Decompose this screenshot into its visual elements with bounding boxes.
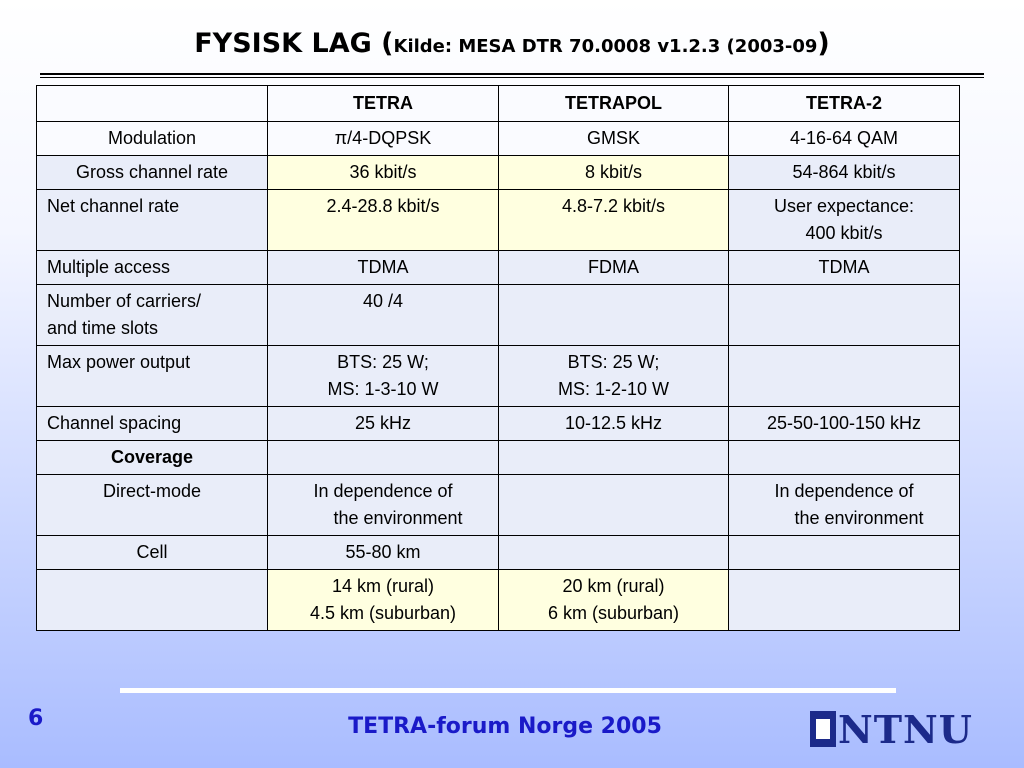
table-cell	[499, 441, 729, 475]
table-cell	[268, 475, 499, 536]
table-cell	[729, 190, 960, 251]
cell-line: User expectance:	[773, 196, 915, 216]
table-row	[37, 346, 960, 407]
table-cell	[499, 346, 729, 407]
table-cell	[729, 346, 960, 407]
page-number: 6	[28, 706, 44, 731]
ntnu-logo	[810, 706, 973, 752]
table-cell	[268, 570, 499, 631]
row-label: Direct-mode	[37, 475, 268, 536]
row-label: Gross channel rate	[37, 156, 268, 190]
title-main: FYSISK LAG (	[194, 28, 394, 59]
title-close: )	[817, 28, 830, 59]
table-cell: GMSK	[499, 122, 729, 156]
table-cell	[729, 475, 960, 536]
row-label: Channel spacing	[37, 407, 268, 441]
table-row	[37, 156, 960, 190]
table-cell: FDMA	[499, 251, 729, 285]
table-cell	[499, 285, 729, 346]
row-label: Modulation	[37, 122, 268, 156]
header-tetra: TETRA	[268, 86, 499, 122]
comparison-table	[36, 85, 960, 631]
cell-line: In dependence of	[313, 481, 453, 501]
table-cell: 4.8-7.2 kbit/s	[499, 190, 729, 251]
row-label-coverage: Coverage	[37, 441, 268, 475]
table-cell	[729, 536, 960, 570]
table-cell: 54-864 kbit/s	[729, 156, 960, 190]
cell-line: In dependence of	[774, 481, 914, 501]
cell-line: 6 km (suburban)	[547, 603, 680, 623]
table-row	[37, 285, 960, 346]
title-source: Kilde: MESA DTR 70.0008 v1.2.3 (2003-09	[393, 36, 818, 57]
table-cell	[268, 441, 499, 475]
header-tetrapol: TETRAPOL	[499, 86, 729, 122]
table-cell: 25 kHz	[268, 407, 499, 441]
ntnu-logo-icon	[810, 711, 836, 747]
table-cell: TDMA	[729, 251, 960, 285]
cell-line: 14 km (rural)	[331, 576, 434, 596]
table-row	[37, 407, 960, 441]
cell-line: MS: 1-2-10 W	[557, 379, 670, 399]
page-title	[0, 28, 1024, 59]
cell-line: the environment	[794, 508, 924, 528]
row-label	[37, 285, 268, 346]
cell-line: BTS: 25 W;	[337, 352, 429, 372]
header-tetra2: TETRA-2	[729, 86, 960, 122]
table-row	[37, 122, 960, 156]
footer-divider	[120, 688, 896, 693]
title-rule	[40, 73, 984, 75]
cell-line: the environment	[333, 508, 463, 528]
label-line: Number of carriers/	[47, 291, 202, 311]
table-cell	[729, 570, 960, 631]
footer-text: TETRA-forum Norge 2005	[348, 714, 662, 739]
table-cell: 4-16-64 QAM	[729, 122, 960, 156]
table-row	[37, 536, 960, 570]
table-cell	[268, 346, 499, 407]
row-label: Cell	[37, 536, 268, 570]
table-cell	[499, 570, 729, 631]
table-cell	[729, 285, 960, 346]
cell-line: MS: 1-3-10 W	[327, 379, 439, 399]
table-cell: 8 kbit/s	[499, 156, 729, 190]
table-cell: π/4-DQPSK	[268, 122, 499, 156]
cell-line: 20 km (rural)	[562, 576, 665, 596]
row-label: Net channel rate	[37, 190, 268, 251]
table-header-row	[37, 86, 960, 122]
row-label: Multiple access	[37, 251, 268, 285]
table-cell	[729, 441, 960, 475]
row-label: Max power output	[37, 346, 268, 407]
row-label	[37, 570, 268, 631]
table-cell: 2.4-28.8 kbit/s	[268, 190, 499, 251]
table-row	[37, 190, 960, 251]
cell-line: BTS: 25 W;	[567, 352, 660, 372]
table-cell: 25-50-100-150 kHz	[729, 407, 960, 441]
table-row	[37, 441, 960, 475]
ntnu-logo-text: NTNU	[838, 706, 973, 752]
header-empty	[37, 86, 268, 122]
table-row	[37, 475, 960, 536]
table-cell	[499, 475, 729, 536]
table-cell: 36 kbit/s	[268, 156, 499, 190]
cell-line: 4.5 km (suburban)	[309, 603, 457, 623]
table-cell: 55-80 km	[268, 536, 499, 570]
label-line: and time slots	[47, 318, 159, 338]
table-cell	[499, 536, 729, 570]
cell-line: 400 kbit/s	[805, 223, 883, 243]
title-rule-thin	[40, 77, 984, 78]
table-row	[37, 570, 960, 631]
table-cell: 10-12.5 kHz	[499, 407, 729, 441]
table-cell: TDMA	[268, 251, 499, 285]
table-row	[37, 251, 960, 285]
table-cell: 40 /4	[268, 285, 499, 346]
